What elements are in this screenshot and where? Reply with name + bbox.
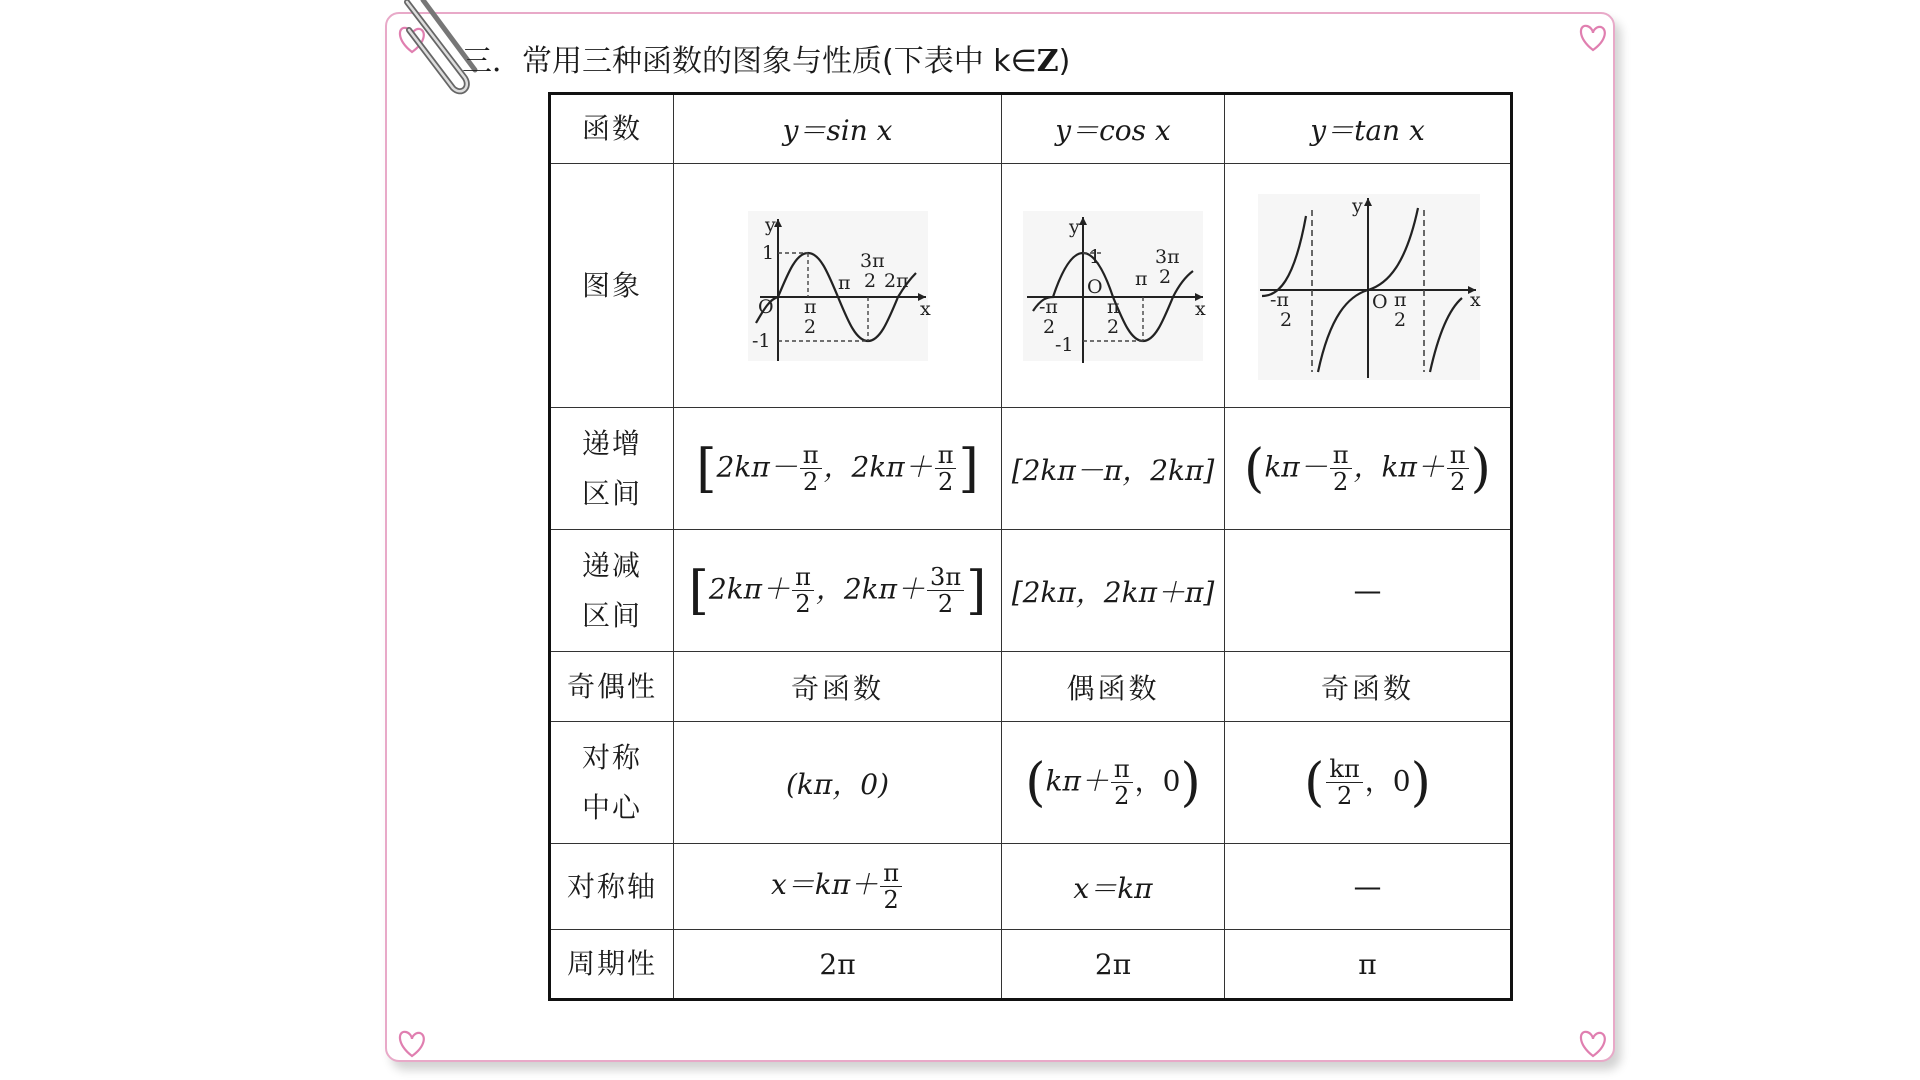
tan-parity: 奇函数 <box>1225 652 1512 722</box>
svg-text:2: 2 <box>1393 308 1406 331</box>
row-label-decreasing: 递减 区间 <box>550 530 674 652</box>
svg-text:O: O <box>1087 275 1103 298</box>
cos-graph-cell <box>1002 164 1225 408</box>
tan-symmetry-center: ( $\frac{k\pi}{2}$ ，0) <box>1225 722 1512 844</box>
svg-text:x: x <box>919 297 931 320</box>
svg-text:π: π <box>1393 288 1406 311</box>
row-label-symmetry-center: 对称 中心 <box>550 722 674 844</box>
tan-period: π <box>1225 930 1512 1000</box>
svg-text:2: 2 <box>1159 265 1172 288</box>
svg-text:1: 1 <box>761 241 774 264</box>
cos-symmetry-center: (kπ＋ $\frac{\pi}{2}$ ，0) <box>1002 722 1225 844</box>
svg-text:y: y <box>1351 194 1363 217</box>
row-label-increasing: 递增 区间 <box>550 408 674 530</box>
svg-text:π: π <box>1107 295 1120 318</box>
sin-parity: 奇函数 <box>674 652 1002 722</box>
svg-text:2: 2 <box>863 269 876 292</box>
table-header-row <box>550 94 1512 164</box>
row-label-symmetry-axis: 对称轴 <box>550 844 674 930</box>
svg-text:x: x <box>1195 297 1206 320</box>
tan-graph <box>1248 186 1488 386</box>
svg-text:-π: -π <box>1039 295 1058 318</box>
table-row-symmetry-axis <box>550 844 1512 930</box>
svg-text:3π: 3π <box>859 249 885 272</box>
sin-symmetry-center: (kπ，0) <box>674 722 1002 844</box>
svg-text:π: π <box>1135 267 1148 290</box>
sin-increasing-interval: [2kπ－ $\frac{\pi}{2}$ ，2kπ＋ $\frac{\pi}{2}$ ] <box>674 408 1002 530</box>
svg-text:2: 2 <box>803 315 816 338</box>
row-label-parity: 奇偶性 <box>550 652 674 722</box>
svg-text:O: O <box>1371 290 1388 313</box>
cos-graph <box>1013 201 1213 371</box>
tan-graph-cell <box>1225 164 1512 408</box>
svg-text:3π: 3π <box>1155 245 1180 268</box>
function-properties-table <box>548 92 1513 1001</box>
svg-text:2π: 2π <box>883 269 909 292</box>
svg-text:y: y <box>1069 215 1080 238</box>
sin-symmetry-axis: x＝kπ＋ $\frac{\pi}{2}$ <box>674 844 1002 930</box>
svg-text:2: 2 <box>1107 315 1120 338</box>
sin-graph <box>738 201 938 371</box>
cos-increasing-interval: [2kπ－π，2kπ] <box>1002 408 1225 530</box>
svg-text:2: 2 <box>1279 308 1292 331</box>
sin-graph-cell <box>674 164 1002 408</box>
table-row-parity <box>550 652 1512 722</box>
row-label-period: 周期性 <box>550 930 674 1000</box>
sin-period: 2π <box>674 930 1002 1000</box>
tan-increasing-interval: (kπ－ $\frac{\pi}{2}$ ，kπ＋ $\frac{\pi}{2}$ ) <box>1225 408 1512 530</box>
svg-text:-1: -1 <box>751 329 771 352</box>
svg-text:π: π <box>803 295 816 318</box>
header-function-label: 函数 <box>550 94 674 164</box>
heart-corner-icon <box>1573 16 1613 56</box>
table-row-graph <box>550 164 1512 408</box>
svg-text:π: π <box>837 271 850 294</box>
svg-text:y: y <box>764 213 776 236</box>
sin-decreasing-interval: [2kπ＋ $\frac{\pi}{2}$ ，2kπ＋ $\frac{3\pi}{2}$ ] <box>674 530 1002 652</box>
heart-corner-icon <box>392 1022 432 1062</box>
svg-text:x: x <box>1469 288 1481 311</box>
cos-period: 2π <box>1002 930 1225 1000</box>
table-row-decreasing <box>550 530 1512 652</box>
tan-symmetry-axis: — <box>1225 844 1512 930</box>
table-row-period <box>550 930 1512 1000</box>
header-tan: y＝tan x <box>1225 94 1512 164</box>
header-cos: y＝cos x <box>1002 94 1225 164</box>
cos-decreasing-interval: [2kπ，2kπ＋π] <box>1002 530 1225 652</box>
cos-symmetry-axis: x＝kπ <box>1002 844 1225 930</box>
row-label-graph: 图象 <box>550 164 674 408</box>
table-row-increasing <box>550 408 1512 530</box>
heart-corner-icon <box>1573 1022 1613 1062</box>
header-sin: y＝sin x <box>674 94 1002 164</box>
section-heading: 三．常用三种函数的图象与性质(下表中 k∈Z) <box>462 44 1071 79</box>
svg-text:-1: -1 <box>1055 333 1074 356</box>
cos-parity: 偶函数 <box>1002 652 1225 722</box>
tan-decreasing-interval: — <box>1225 530 1512 652</box>
svg-text:-π: -π <box>1269 288 1289 311</box>
table-row-symmetry-center <box>550 722 1512 844</box>
svg-text:O: O <box>757 295 774 318</box>
svg-text:1: 1 <box>1089 245 1102 268</box>
svg-text:2: 2 <box>1043 315 1056 338</box>
